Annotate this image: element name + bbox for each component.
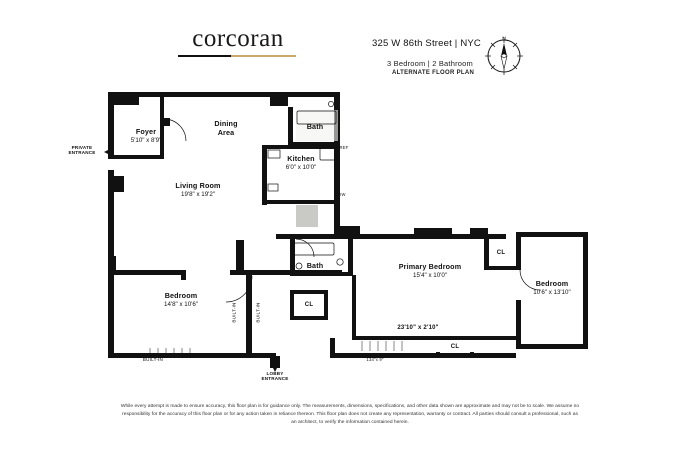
room-label-primary-bedroom: Primary Bedroom 15'4" x 10'0" bbox=[398, 262, 462, 279]
property-subtitle: 3 Bedroom | 2 Bathroom bbox=[387, 59, 473, 68]
room-label-foyer: Foyer 5'10" x 8'9" bbox=[130, 127, 162, 144]
annotation-dishwasher: DW bbox=[338, 192, 346, 197]
brand-name: corcoran bbox=[192, 25, 284, 52]
room-label-living-room: Living Room 19'8" x 19'2" bbox=[175, 181, 221, 198]
room-label-kitchen: Kitchen 6'0" x 10'0" bbox=[285, 154, 317, 171]
room-label-bedroom-right: Bedroom 10'6" x 13'10" bbox=[533, 279, 571, 296]
annotation-terrace-small-dims: 134"x 9" bbox=[366, 357, 384, 362]
room-label-dining: Dining Area bbox=[214, 119, 238, 137]
annotation-terrace-dims: 23'10" x 2'10" bbox=[397, 325, 439, 331]
annotation-built-in-vertical-2: BUILT-IN bbox=[255, 302, 261, 323]
annotation-built-in-bottom: BUILT-IN bbox=[142, 357, 164, 362]
property-address: 325 W 86th Street | NYC bbox=[372, 38, 481, 49]
annotation-refrigerator: REF bbox=[339, 145, 349, 150]
annotation-closet-primary: CL bbox=[496, 250, 506, 256]
annotation-built-in-vertical-1: BUILT-IN bbox=[231, 302, 237, 323]
annotation-closet-bath: CL bbox=[304, 302, 314, 308]
annotation-closet-lower: CL bbox=[450, 344, 460, 350]
room-label-bedroom-left: Bedroom 14'8" x 10'6" bbox=[164, 291, 198, 308]
disclaimer-text: While every attempt is made to ensure accuracy, this floor plan is for guidance only. The measurements, dimensions, specifications, and other data shown are approximate and may not be to scale. We assume no responsibility for the accuracy of this floor plan or for any action taken in reliance thereon. This floor plan does not create any representation, warranty or contract. All parties should consult a professional, such as an architect, to verify the information contained herein. bbox=[120, 404, 580, 426]
room-label-bath-top: Bath bbox=[306, 122, 324, 131]
annotation-private-entrance: PRIVATE ENTRANCE bbox=[68, 145, 96, 155]
compass-north-label: N bbox=[502, 36, 506, 43]
annotation-lobby-entrance: LOBBY ENTRANCE bbox=[261, 371, 289, 381]
room-label-bath-primary: Bath bbox=[306, 261, 324, 270]
plan-type-label: ALTERNATE FLOOR PLAN bbox=[392, 70, 475, 76]
